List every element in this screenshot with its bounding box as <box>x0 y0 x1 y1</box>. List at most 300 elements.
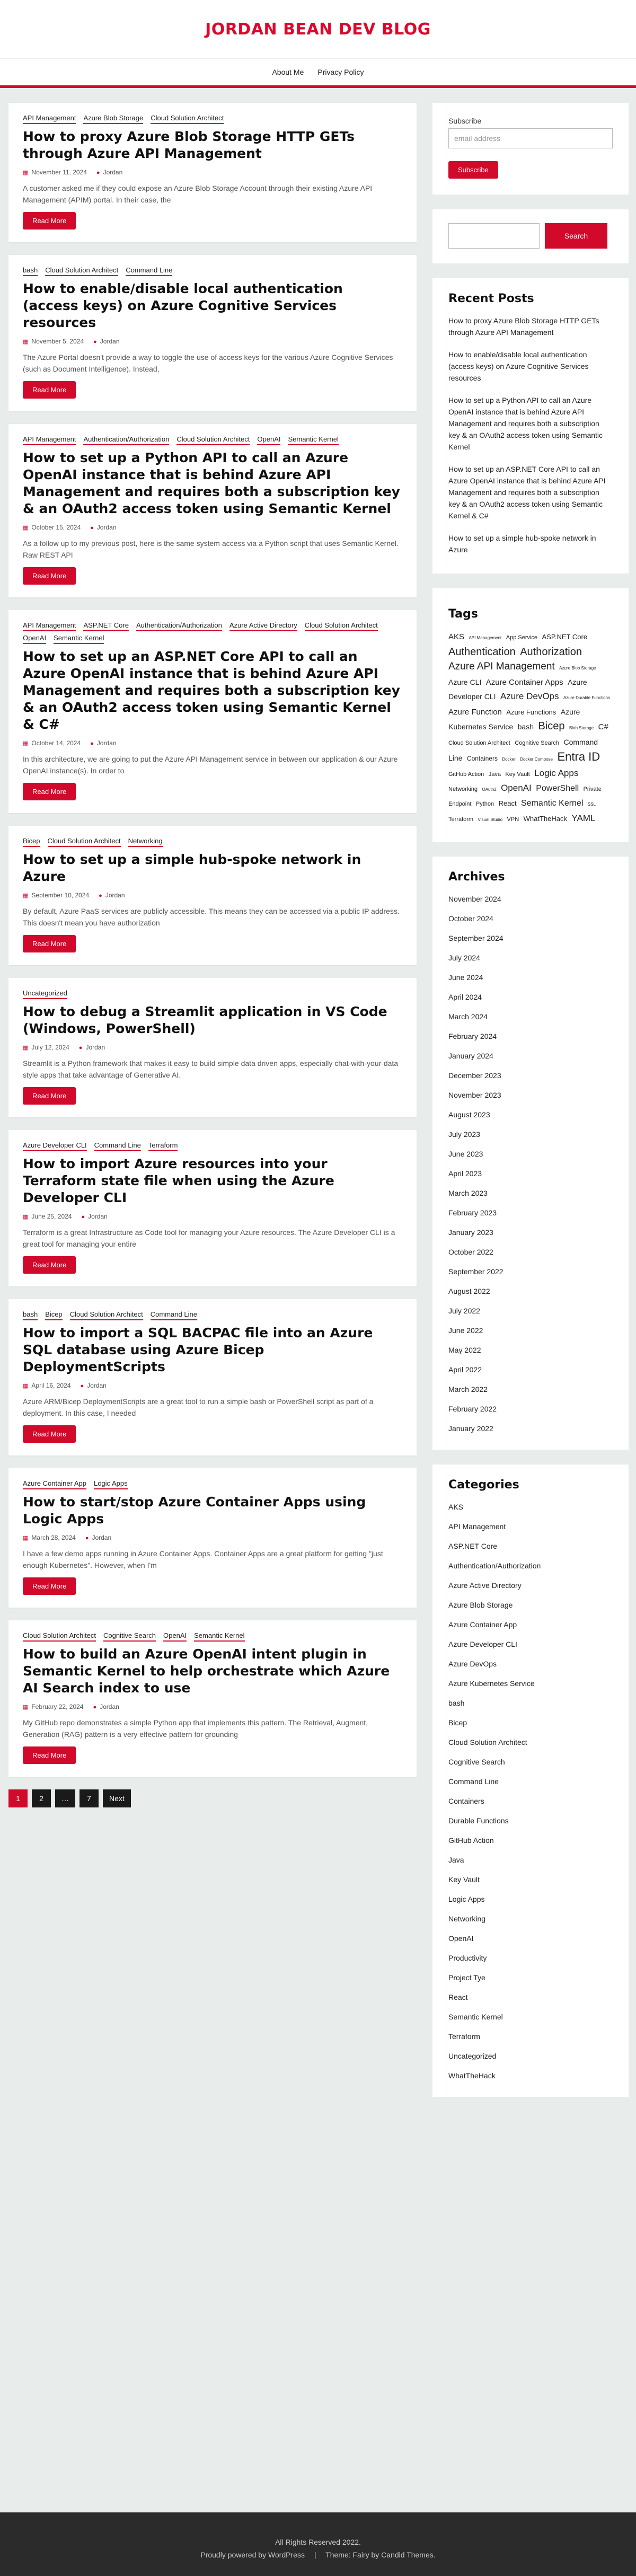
archives-title: Archives <box>448 870 505 884</box>
search-widget <box>432 209 629 263</box>
tag-link[interactable]: Azure Container Apps <box>485 678 563 687</box>
post-list <box>8 103 417 1807</box>
site-header <box>0 0 636 58</box>
page-link[interactable]: 1 <box>8 1789 28 1807</box>
post-date-text[interactable]: March 28, 2024 <box>31 1534 76 1541</box>
post-excerpt: Terraform is a great Infrastructure as Code tool for managing your Azure resources. The Azure Developer CLI is a great tool for managing your entire <box>23 1228 395 1248</box>
powered-by-link[interactable]: Proudly powered by WordPress <box>200 2551 305 2559</box>
post-date <box>23 1534 76 1541</box>
archive-link[interactable]: January 2022 <box>448 1424 493 1433</box>
subscribe-label: Subscribe <box>448 117 482 125</box>
user-icon: ● <box>99 893 102 899</box>
read-more-button[interactable]: Read More <box>23 935 76 952</box>
tag-link[interactable]: C# <box>598 722 608 731</box>
archive-link[interactable]: November 2023 <box>448 1091 501 1099</box>
category-link[interactable]: Bicep <box>45 1310 63 1320</box>
recent-post-link[interactable]: How to enable/disable local authentication (access keys) on Azure Cognitive Services resources <box>448 350 589 382</box>
post-author <box>99 892 125 899</box>
footer-separator: | <box>314 2551 316 2559</box>
category-list-link[interactable]: Bicep <box>448 1718 467 1727</box>
post-date-text[interactable]: September 10, 2024 <box>31 892 90 899</box>
archive-link[interactable]: January 2024 <box>448 1052 493 1060</box>
post-date-text[interactable]: February 22, 2024 <box>31 1703 84 1710</box>
archive-link[interactable]: September 2022 <box>448 1267 504 1276</box>
category-list-link[interactable]: Azure DevOps <box>448 1660 497 1668</box>
category-link[interactable]: API Management <box>23 113 76 124</box>
category-link[interactable]: Azure Developer CLI <box>23 1141 87 1151</box>
post-author <box>90 524 116 531</box>
category-link[interactable]: Azure Active Directory <box>229 621 297 631</box>
tag-link[interactable]: Entra ID <box>557 750 600 763</box>
post-author <box>81 1213 107 1220</box>
post-excerpt: I have a few demo apps running in Azure Container Apps. Container Apps are a great platform for getting "just enough Kubernetes". However, when I'm <box>23 1549 383 1569</box>
tag-link[interactable]: Azure API Management <box>448 661 555 672</box>
archive-link[interactable]: July 2022 <box>448 1307 480 1315</box>
post-excerpt: Streamlit is a Python framework that makes it easy to build simple data driven apps, especially chat-with-your-data style apps that take advantage of Generative AI. <box>23 1059 399 1079</box>
sidebar <box>432 103 629 2112</box>
category-link[interactable]: Cloud Solution Architect <box>45 266 118 276</box>
recent-posts-list <box>448 315 613 555</box>
tags-title: Tags <box>448 607 478 621</box>
archive-link[interactable]: October 2022 <box>448 1248 493 1256</box>
category-list-link[interactable]: Azure Kubernetes Service <box>448 1679 535 1688</box>
pagination <box>8 1789 417 1807</box>
post-card <box>8 424 417 597</box>
tag-link[interactable]: Docker <box>502 757 516 762</box>
category-link[interactable]: Networking <box>128 836 163 847</box>
post-categories <box>23 836 402 847</box>
category-link[interactable]: Cloud Solution Architect <box>70 1310 143 1320</box>
user-icon: ● <box>85 1535 89 1541</box>
site-footer <box>0 2512 636 2576</box>
post-title[interactable]: How to debug a Streamlit application in VS Code (Windows, PowerShell) <box>23 1004 387 1036</box>
calendar-icon: ▦ <box>23 893 29 899</box>
archive-link[interactable]: March 2022 <box>448 1385 488 1393</box>
category-link[interactable]: Semantic Kernel <box>288 435 338 445</box>
post-date-text[interactable]: November 11, 2024 <box>31 169 87 176</box>
post-card <box>8 826 417 965</box>
main-nav <box>0 58 636 88</box>
subscribe-button[interactable]: Subscribe <box>448 161 498 179</box>
tag-link[interactable]: Visual Studio <box>478 817 503 822</box>
category-list-link[interactable]: Productivity <box>448 1954 487 1962</box>
post-meta <box>23 524 402 531</box>
page-link[interactable]: 2 <box>32 1789 51 1807</box>
archive-link[interactable]: March 2024 <box>448 1012 488 1021</box>
theme-text: Theme: Fairy by <box>325 2551 379 2559</box>
post-categories <box>23 989 402 999</box>
post-meta <box>23 338 402 345</box>
tag-link[interactable]: Azure Developer CLI <box>448 678 587 701</box>
tag-link[interactable]: Private Endpoint <box>448 786 602 807</box>
category-link[interactable]: OpenAI <box>257 435 280 445</box>
post-title[interactable]: How to set up a Python API to call an Azure OpenAI instance that is behind Azure API Management and requires both a subscription key & an OAuth2 access token using Semantic Kernel <box>23 450 400 516</box>
recent-posts-widget <box>432 278 629 574</box>
post-excerpt: A customer asked me if they could expose an Azure Blob Storage Account through their existing Azure API Management (APIM) portal. In their case, the <box>23 184 373 204</box>
category-link[interactable]: Command Line <box>126 266 172 276</box>
tag-link[interactable]: OpenAI <box>501 783 532 793</box>
archive-link[interactable]: February 2022 <box>448 1405 497 1413</box>
category-link[interactable]: Cloud Solution Architect <box>48 836 121 847</box>
calendar-icon: ▦ <box>23 525 29 531</box>
post-date-text[interactable]: October 14, 2024 <box>31 739 81 747</box>
post-date <box>23 1213 72 1220</box>
tag-link[interactable]: Java <box>488 771 501 778</box>
post-categories <box>23 621 402 644</box>
archive-link[interactable]: August 2023 <box>448 1110 490 1119</box>
archive-link[interactable]: April 2023 <box>448 1169 482 1178</box>
post-title[interactable]: How to proxy Azure Blob Storage HTTP GETs through Azure API Management <box>23 129 355 161</box>
calendar-icon: ▦ <box>23 339 29 345</box>
calendar-icon: ▦ <box>23 1704 29 1710</box>
post-date <box>23 338 84 345</box>
post-card <box>8 1299 417 1455</box>
recent-post-link[interactable]: How to set up a simple hub-spoke network in Azure <box>448 534 596 554</box>
post-date <box>23 1382 70 1389</box>
post-date <box>23 1044 69 1051</box>
tag-link[interactable]: Azure Kubernetes Service <box>448 708 580 731</box>
read-more-button[interactable]: Read More <box>23 381 76 399</box>
recent-post-link[interactable]: How to set up an ASP.NET Core API to call an Azure OpenAI instance that is behind Azure API Management and requires both a subscription key & an OAuth2 access token using Semantic Kernel & C# <box>448 465 606 520</box>
post-title[interactable]: How to import Azure resources into your Terraform state file when using the Azure Developer CLI <box>23 1156 334 1205</box>
archive-link[interactable]: August 2022 <box>448 1287 490 1295</box>
archives-widget <box>432 857 629 1450</box>
read-more-button[interactable]: Read More <box>23 1577 76 1595</box>
user-icon: ● <box>96 170 100 176</box>
tag-cloud <box>448 630 613 827</box>
read-more-button[interactable]: Read More <box>23 1746 76 1764</box>
post-meta <box>23 892 402 899</box>
post-author-text[interactable]: Jordan <box>100 338 120 345</box>
category-link[interactable]: Uncategorized <box>23 989 67 999</box>
user-icon: ● <box>78 1045 83 1051</box>
post-author-text[interactable]: Jordan <box>103 169 123 176</box>
tag-link[interactable]: ASP.NET Core <box>542 633 588 641</box>
search-button[interactable]: Search <box>545 223 607 249</box>
post-author <box>85 1534 111 1541</box>
post-card <box>8 1468 417 1608</box>
category-list-link[interactable]: Terraform <box>448 2032 480 2041</box>
tag-link[interactable]: Azure Blob Storage <box>559 666 596 671</box>
post-author-text[interactable]: Jordan <box>87 1382 107 1389</box>
category-list-link[interactable]: Java <box>448 1856 464 1864</box>
tag-link[interactable]: Cognitive Search <box>515 740 560 746</box>
post-meta <box>23 169 402 176</box>
category-link[interactable]: Cloud Solution Architect <box>305 621 378 631</box>
calendar-icon: ▦ <box>23 1214 29 1220</box>
post-categories <box>23 113 402 124</box>
post-date <box>23 892 89 899</box>
read-more-button[interactable]: Read More <box>23 1087 76 1105</box>
post-date-text[interactable]: November 5, 2024 <box>31 338 84 345</box>
post-meta <box>23 1703 402 1710</box>
post-author-text[interactable]: Jordan <box>85 1044 105 1051</box>
category-link[interactable]: Azure Container App <box>23 1479 86 1489</box>
post-meta <box>23 1213 402 1220</box>
post-author-text[interactable]: Jordan <box>88 1213 108 1220</box>
tag-link[interactable]: VPN <box>507 816 519 823</box>
category-list-link[interactable]: AKS <box>448 1503 464 1511</box>
post-card <box>8 255 417 411</box>
post-card <box>8 610 417 813</box>
post-categories <box>23 435 402 445</box>
tag-link[interactable]: Containers <box>466 755 498 762</box>
category-link[interactable]: Cloud Solution Architect <box>176 435 250 445</box>
post-date <box>23 524 81 531</box>
archives-list <box>448 893 613 1434</box>
post-title[interactable]: How to build an Azure OpenAI intent plugin in Semantic Kernel to help orchestrate which Azure AI Search index to use <box>23 1646 390 1696</box>
user-icon: ● <box>90 525 94 531</box>
archive-link[interactable]: July 2023 <box>448 1130 480 1139</box>
category-link[interactable]: Authentication/Authorization <box>136 621 222 631</box>
post-categories <box>23 1310 402 1320</box>
post-title[interactable]: How to set up an ASP.NET Core API to call an Azure OpenAI instance that is behind Azure API Management and requires both a subscription key & an OAuth2 access token using Semantic Kernel & C# <box>23 649 400 732</box>
tag-link[interactable]: PowerShell <box>536 784 579 793</box>
post-author <box>93 1703 119 1710</box>
page-link[interactable]: 7 <box>80 1789 99 1807</box>
site-title[interactable]: JORDAN BEAN DEV BLOG <box>205 20 431 39</box>
recent-posts-title: Recent Posts <box>448 292 534 305</box>
post-author <box>80 1382 106 1389</box>
category-link[interactable]: API Management <box>23 621 76 631</box>
category-list-link[interactable]: Project Tye <box>448 1973 485 1982</box>
user-icon: ● <box>81 1214 85 1220</box>
post-excerpt: In this architecture, we are going to put the Azure API Management service in between our application & our Azure OpenAI instance(s). In order to <box>23 755 398 775</box>
post-meta <box>23 739 402 747</box>
post-excerpt: The Azure Portal doesn't provide a way to toggle the use of access keys for the various Azure Cognitive Services (such as Document Intelligence). Instead, <box>23 353 393 373</box>
post-author-text[interactable]: Jordan <box>92 1534 112 1541</box>
post-title[interactable]: How to set up a simple hub-spoke network in Azure <box>23 852 361 884</box>
tag-link[interactable]: React <box>498 799 517 807</box>
tag-link[interactable]: Python <box>475 801 494 807</box>
archive-link[interactable]: June 2024 <box>448 973 483 982</box>
post-excerpt: My GitHub repo demonstrates a simple Python app that implements this pattern. The Retrieval, Augment, Generation (RAG) pattern is a very effective pattern for grounding <box>23 1718 368 1739</box>
tag-link[interactable]: Docker Compose <box>520 757 553 762</box>
category-link[interactable]: Cloud Solution Architect <box>23 1631 96 1642</box>
read-more-button[interactable]: Read More <box>23 567 76 585</box>
tag-link[interactable]: Terraform <box>448 816 474 823</box>
tag-link[interactable]: Semantic Kernel <box>521 799 584 808</box>
tag-link[interactable]: Authentication <box>448 646 516 658</box>
read-more-button[interactable]: Read More <box>23 1256 76 1274</box>
post-meta <box>23 1534 402 1541</box>
tag-link[interactable]: Bicep <box>538 720 565 732</box>
post-excerpt: As a follow up to my previous post, here is the same system access via a Python script that uses Semantic Kernel. Raw REST API <box>23 539 399 559</box>
post-author-text[interactable]: Jordan <box>105 892 125 899</box>
archive-link[interactable]: April 2024 <box>448 993 482 1001</box>
tag-link[interactable]: Blob Storage <box>569 726 594 730</box>
post-meta <box>23 1044 402 1051</box>
category-link[interactable]: Command Line <box>94 1141 141 1151</box>
page-link[interactable]: … <box>55 1789 75 1807</box>
post-categories <box>23 1631 402 1642</box>
email-field[interactable]: email address <box>448 128 613 148</box>
post-card <box>8 978 417 1117</box>
nav-privacy-policy[interactable]: Privacy Policy <box>317 68 364 76</box>
archive-link[interactable]: March 2023 <box>448 1189 488 1197</box>
user-icon: ● <box>93 1704 97 1710</box>
category-link[interactable]: Terraform <box>148 1141 178 1151</box>
user-icon: ● <box>90 740 94 747</box>
category-link[interactable]: Semantic Kernel <box>54 633 104 644</box>
category-link[interactable]: Cloud Solution Architect <box>151 113 224 124</box>
category-list-link[interactable]: Durable Functions <box>448 1816 509 1825</box>
read-more-button[interactable]: Read More <box>23 783 76 800</box>
category-list-link[interactable]: Authentication/Authorization <box>448 1562 541 1570</box>
category-list-link[interactable]: Cognitive Search <box>448 1758 505 1766</box>
search-input[interactable] <box>448 223 540 249</box>
tag-link[interactable]: GitHub Action <box>448 771 484 778</box>
category-list-link[interactable]: ASP.NET Core <box>448 1542 498 1550</box>
tag-link[interactable]: SSL <box>587 802 596 807</box>
archive-link[interactable]: June 2022 <box>448 1326 483 1335</box>
category-list-link[interactable]: React <box>448 1993 468 2001</box>
category-list-link[interactable]: Key Vault <box>448 1875 480 1884</box>
post-author-text[interactable]: Jordan <box>100 1703 119 1710</box>
recent-post-link[interactable]: How to set up a Python API to call an Azure OpenAI instance that is behind Azure API Management and requires both a subscription key & an OAuth2 access token using Semantic Kernel <box>448 396 603 451</box>
category-link[interactable]: Cognitive Search <box>103 1631 156 1642</box>
calendar-icon: ▦ <box>23 740 29 747</box>
tag-link[interactable]: Authorization <box>520 646 582 658</box>
category-link[interactable]: API Management <box>23 435 76 445</box>
post-author <box>79 1044 105 1051</box>
category-list-link[interactable]: Azure Container App <box>448 1620 517 1629</box>
tag-link[interactable]: Azure Function <box>448 708 502 717</box>
tag-link[interactable]: Networking <box>448 786 478 792</box>
category-list-link[interactable]: Azure Developer CLI <box>448 1640 517 1648</box>
tag-link[interactable]: Azure Functions <box>506 708 556 716</box>
post-card <box>8 103 417 242</box>
post-author-text[interactable]: Jordan <box>96 524 117 531</box>
category-list-link[interactable]: Containers <box>448 1797 484 1805</box>
archive-link[interactable]: February 2023 <box>448 1208 497 1217</box>
category-list-link[interactable]: Logic Apps <box>448 1895 485 1903</box>
post-date <box>23 1703 83 1710</box>
archive-link[interactable]: June 2023 <box>448 1150 483 1158</box>
user-icon: ● <box>93 339 97 345</box>
copyright-text: All Rights Reserved 2022. <box>275 2538 361 2546</box>
tag-link[interactable]: OAuth2 <box>482 787 497 792</box>
category-link[interactable]: bash <box>23 266 38 276</box>
tag-link[interactable]: Command Line <box>448 738 598 762</box>
post-title[interactable]: How to start/stop Azure Container Apps using Logic Apps <box>23 1494 366 1527</box>
recent-post-link[interactable]: How to proxy Azure Blob Storage HTTP GETs through Azure API Management <box>448 316 599 337</box>
archive-link[interactable]: November 2024 <box>448 895 501 903</box>
category-link[interactable]: Bicep <box>23 836 40 847</box>
tag-link[interactable]: Key Vault <box>505 771 530 778</box>
tag-link[interactable]: WhatTheHack <box>523 815 567 823</box>
category-list-link[interactable]: GitHub Action <box>448 1836 494 1845</box>
post-date-text[interactable]: April 16, 2024 <box>31 1382 71 1389</box>
tag-link[interactable]: bash <box>517 722 534 731</box>
tag-link[interactable]: YAML <box>571 813 596 823</box>
archive-link[interactable]: January 2023 <box>448 1228 493 1237</box>
post-title[interactable]: How to enable/disable local authentication (access keys) on Azure Cognitive Services resources <box>23 281 343 330</box>
category-list-link[interactable]: API Management <box>448 1522 506 1531</box>
archive-link[interactable]: May 2022 <box>448 1346 481 1354</box>
categories-title: Categories <box>448 1478 519 1492</box>
category-link[interactable]: OpenAI <box>23 633 46 644</box>
subscribe-widget <box>432 103 629 195</box>
tag-link[interactable]: Azure DevOps <box>500 691 559 701</box>
category-link[interactable]: ASP.NET Core <box>83 621 129 631</box>
tags-widget <box>432 588 629 842</box>
post-categories <box>23 1479 402 1489</box>
post-date-text[interactable]: July 12, 2024 <box>31 1044 69 1051</box>
user-icon: ● <box>80 1383 84 1389</box>
nav-about-me[interactable]: About Me <box>272 68 304 76</box>
post-date <box>23 169 87 176</box>
post-meta <box>23 1382 402 1389</box>
post-title[interactable]: How to import a SQL BACPAC file into an Azure SQL database using Azure Bicep DeploymentScripts <box>23 1325 373 1374</box>
category-link[interactable]: OpenAI <box>163 1631 187 1642</box>
calendar-icon: ▦ <box>23 1045 29 1051</box>
calendar-icon: ▦ <box>23 1383 29 1389</box>
tag-link[interactable]: App Service <box>506 634 538 641</box>
tag-link[interactable]: API Management <box>469 636 502 640</box>
post-categories <box>23 1141 402 1151</box>
post-card <box>8 1130 417 1286</box>
archive-link[interactable]: April 2022 <box>448 1365 482 1374</box>
post-card <box>8 1620 417 1777</box>
calendar-icon: ▦ <box>23 170 29 176</box>
category-list-link[interactable]: Azure Blob Storage <box>448 1601 513 1609</box>
post-author <box>90 739 116 747</box>
categories-list <box>448 1501 613 2081</box>
category-link[interactable]: Logic Apps <box>94 1479 128 1489</box>
post-author <box>93 338 119 345</box>
read-more-button[interactable]: Read More <box>23 1425 76 1443</box>
archive-link[interactable]: December 2023 <box>448 1071 501 1080</box>
post-author-text[interactable]: Jordan <box>96 739 117 747</box>
read-more-button[interactable]: Read More <box>23 212 76 230</box>
category-list-link[interactable]: OpenAI <box>448 1934 474 1943</box>
categories-widget <box>432 1465 629 2097</box>
category-link[interactable]: Command Line <box>151 1310 197 1320</box>
tag-link[interactable]: Logic Apps <box>534 768 579 778</box>
tag-link[interactable]: AKS <box>448 632 465 641</box>
post-author <box>96 169 122 176</box>
category-list-link[interactable]: Uncategorized <box>448 2052 497 2060</box>
category-link[interactable]: Azure Blob Storage <box>83 113 143 124</box>
calendar-icon: ▦ <box>23 1535 29 1541</box>
tag-link[interactable]: Cloud Solution Architect <box>448 740 510 746</box>
category-list-link[interactable]: Cloud Solution Architect <box>448 1738 527 1746</box>
archive-link[interactable]: October 2024 <box>448 914 493 923</box>
category-list-link[interactable]: Command Line <box>448 1777 499 1786</box>
category-link[interactable]: bash <box>23 1310 38 1320</box>
theme-author-link[interactable]: Candid Themes. <box>381 2551 436 2559</box>
category-list-link[interactable]: Azure Active Directory <box>448 1581 522 1590</box>
category-list-link[interactable]: Semantic Kernel <box>448 2013 503 2021</box>
archive-link[interactable]: July 2024 <box>448 954 480 962</box>
category-list-link[interactable]: WhatTheHack <box>448 2071 496 2080</box>
category-list-link[interactable]: bash <box>448 1699 465 1707</box>
archive-link[interactable]: February 2024 <box>448 1032 497 1040</box>
category-list-link[interactable]: Networking <box>448 1915 486 1923</box>
post-date-text[interactable]: October 15, 2024 <box>31 524 81 531</box>
tag-link[interactable]: Azure Durable Functions <box>563 695 610 700</box>
category-link[interactable]: Authentication/Authorization <box>83 435 169 445</box>
tag-link[interactable]: Azure CLI <box>448 678 482 686</box>
post-date-text[interactable]: June 25, 2024 <box>31 1213 72 1220</box>
post-categories <box>23 266 402 276</box>
post-excerpt: Azure ARM/Bicep DeploymentScripts are a great tool to run a simple bash or PowerShell script as part of a deployment. In this case, I needed <box>23 1397 374 1417</box>
archive-link[interactable]: September 2024 <box>448 934 504 942</box>
page-link[interactable]: Next <box>103 1789 131 1807</box>
category-link[interactable]: Semantic Kernel <box>194 1631 244 1642</box>
post-excerpt: By default, Azure PaaS services are publicly accessible. This means they can be accessed via a public IP address. This doesn't mean you have authorization <box>23 907 400 927</box>
